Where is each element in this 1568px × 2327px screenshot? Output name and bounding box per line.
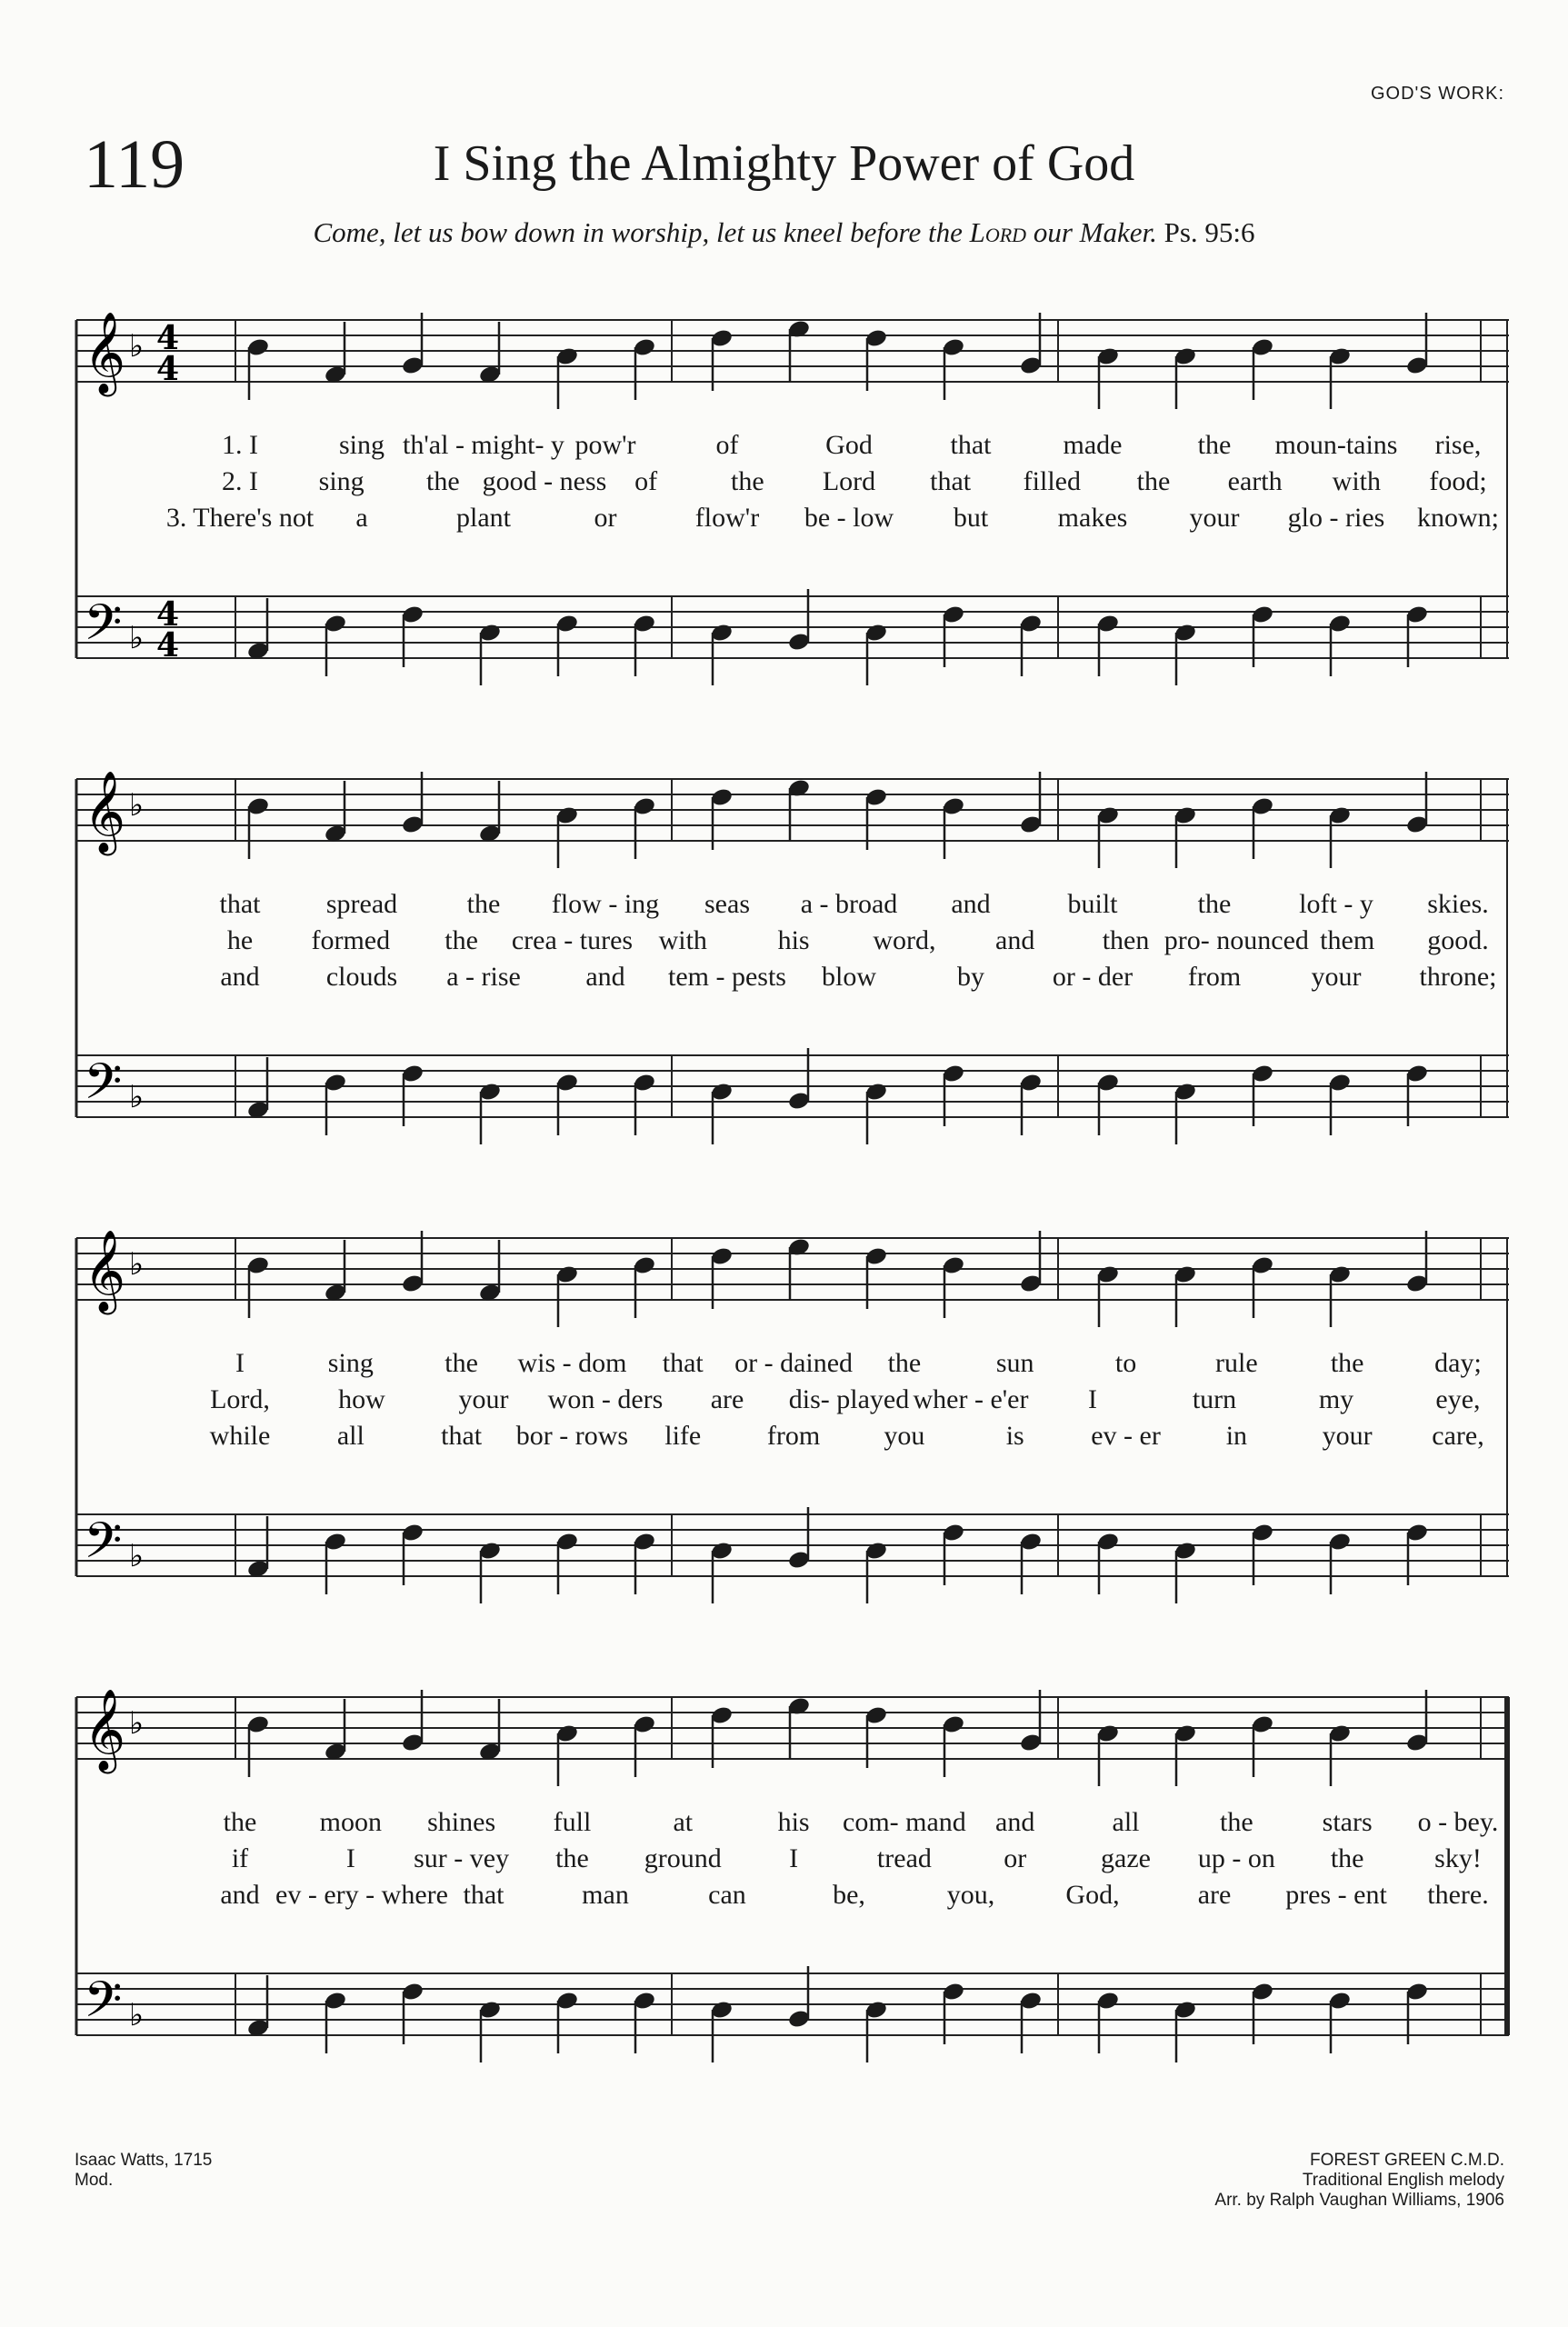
bass-staff — [76, 1507, 1509, 1603]
lyric-syllable: are — [710, 1384, 744, 1414]
lyric-syllable: skies. — [1427, 889, 1489, 919]
lyric-syllable: to — [1114, 1348, 1137, 1378]
lyric-syllable: are — [1197, 1880, 1232, 1910]
verse-line — [76, 466, 1509, 503]
lyric-syllable: of — [634, 466, 658, 496]
treble-staff — [76, 772, 1509, 868]
lyric-syllable: the — [1330, 1348, 1364, 1378]
lyric-syllable: and — [995, 925, 1035, 955]
hymn-number: 119 — [84, 126, 185, 203]
lyric-syllable: 1. I — [222, 430, 258, 460]
lyric-syllable: you — [884, 1421, 925, 1451]
credit-note: Mod. — [75, 2171, 114, 2190]
lyric-syllable: ev - er — [1091, 1421, 1161, 1451]
epigraph-tail: our Maker. — [1033, 216, 1157, 248]
lyric-syllable: God, — [1065, 1880, 1120, 1910]
lyric-syllable: blow — [822, 962, 876, 992]
lyric-syllable: his — [777, 1807, 810, 1837]
lyric-syllable: life — [664, 1421, 702, 1451]
lyric-syllable: his — [777, 925, 810, 955]
lyric-syllable: that — [219, 889, 261, 919]
time-signature-digit: 4 — [156, 350, 180, 388]
flat-icon: ♭ — [129, 1997, 145, 2033]
lyric-syllable: the — [444, 925, 478, 955]
lyric-syllable: that — [930, 466, 972, 496]
lyric-syllable: the — [1220, 1807, 1253, 1837]
flat-icon: ♭ — [129, 328, 145, 365]
verse-line — [76, 1880, 1509, 1916]
lyric-syllable: seas — [704, 889, 750, 919]
treble-staff — [76, 1231, 1509, 1327]
lyric-syllable: tem - pests — [668, 962, 786, 992]
lyric-syllable: eye, — [1435, 1384, 1481, 1414]
lyric-syllable: moon — [319, 1807, 382, 1837]
verse-line — [76, 430, 1509, 466]
bass-clef-icon: 𝄢 — [84, 1512, 123, 1582]
verse-line — [76, 1421, 1509, 1457]
lyric-syllable: the — [223, 1807, 257, 1837]
lyric-syllable: man — [582, 1880, 629, 1910]
lyric-syllable: be, — [833, 1880, 865, 1910]
lyric-syllable: or - dained — [734, 1348, 854, 1378]
lyric-syllable: while — [209, 1421, 271, 1451]
lyric-syllable: how — [338, 1384, 385, 1414]
lyric-syllable: stars — [1322, 1807, 1373, 1837]
bass-clef-icon: 𝄢 — [84, 1053, 123, 1123]
lyric-syllable: moun-tains — [1274, 430, 1398, 460]
bass-staff — [76, 1048, 1509, 1144]
lyric-syllable: 2. I — [222, 466, 258, 496]
treble-staff — [76, 1690, 1509, 1786]
lyric-syllable: Lord, — [210, 1384, 270, 1414]
hymn-title: I Sing the Almighty Power of God — [433, 135, 1135, 192]
lyric-syllable: and — [585, 962, 625, 992]
lyric-syllable: food; — [1429, 466, 1487, 496]
verse-line — [76, 503, 1509, 539]
verse-line — [76, 1348, 1509, 1384]
lyric-syllable: turn — [1192, 1384, 1237, 1414]
lyric-syllable: day; — [1434, 1348, 1482, 1378]
lyric-syllable: the — [1330, 1843, 1364, 1873]
lyric-syllable: sun — [995, 1348, 1034, 1378]
lyric-syllable: sky! — [1434, 1843, 1482, 1873]
lyric-syllable: that — [662, 1348, 704, 1378]
verse-line — [76, 925, 1509, 962]
treble-clef-icon: 𝄞 — [84, 1689, 126, 1771]
lyric-syllable: I — [789, 1843, 799, 1873]
section-heading: GOD'S WORK: — [1370, 84, 1504, 104]
lyric-syllable: crea - tures — [511, 925, 634, 955]
lyric-syllable: is — [1005, 1421, 1024, 1451]
bass-clef-icon: 𝄢 — [84, 594, 123, 664]
flat-icon: ♭ — [129, 1705, 145, 1742]
flat-icon: ♭ — [129, 1246, 145, 1283]
lyric-syllable: ev - ery - where — [275, 1880, 448, 1910]
epigraph-reference: Ps. 95:6 — [1164, 216, 1255, 248]
lyric-syllable: filled — [1023, 466, 1081, 496]
lyric-syllable: glo - ries — [1287, 503, 1385, 533]
lyric-syllable: wis - dom — [517, 1348, 627, 1378]
lyric-syllable: the — [887, 1348, 922, 1378]
lyric-syllable: pro- nounced — [1164, 925, 1309, 955]
lyric-syllable: and — [220, 1880, 260, 1910]
lyric-syllable: all — [336, 1421, 365, 1451]
lyric-syllable: the — [1197, 889, 1232, 919]
lyric-syllable: I — [235, 1348, 245, 1378]
lyric-syllable: your — [1311, 962, 1362, 992]
bass-clef-icon: 𝄢 — [84, 1971, 123, 2041]
tune-arranger: Arr. by Ralph Vaughan Williams, 1906 — [1214, 2191, 1504, 2210]
lyric-syllable: by — [957, 962, 984, 992]
treble-staff — [76, 313, 1509, 409]
lyric-syllable: from — [1187, 962, 1242, 992]
lyric-syllable: can — [708, 1880, 746, 1910]
lyric-syllable: the — [555, 1843, 589, 1873]
lyric-syllable: the — [1136, 466, 1171, 496]
lyric-syllable: and — [951, 889, 991, 919]
time-signature-digit: 4 — [156, 626, 180, 664]
lyric-syllable: and — [995, 1807, 1035, 1837]
tune-source: Traditional English melody — [1302, 2171, 1504, 2190]
lyric-syllable: or — [594, 503, 617, 533]
lyric-syllable: gaze — [1101, 1843, 1152, 1873]
lyric-syllable: then — [1102, 925, 1150, 955]
lyric-syllable: makes — [1057, 503, 1128, 533]
bass-staff — [76, 589, 1509, 685]
lyric-syllable: the — [466, 889, 501, 919]
lyric-syllable: sing — [327, 1348, 374, 1378]
lyric-syllable: if — [231, 1843, 249, 1873]
lyric-syllable: th'al - might- y — [403, 430, 564, 460]
epigraph-text: Come, let us bow down in worship, let us kneel before the — [313, 216, 963, 248]
lyric-syllable: or — [1004, 1843, 1027, 1873]
lyric-syllable: rise, — [1434, 430, 1482, 460]
lyric-syllable: that — [950, 430, 992, 460]
lyric-syllable: earth — [1227, 466, 1283, 496]
lyric-syllable: the — [731, 466, 764, 496]
credit-author: Isaac Watts, 1715 — [75, 2151, 213, 2170]
lyric-syllable: at — [673, 1807, 694, 1837]
hymn-epigraph — [0, 216, 1568, 249]
lyric-syllable: full — [553, 1807, 592, 1837]
lyric-syllable: sing — [318, 466, 365, 496]
lyric-syllable: from — [766, 1421, 821, 1451]
lyric-syllable: the — [426, 466, 460, 496]
flat-icon: ♭ — [129, 1079, 145, 1115]
lyric-syllable: care, — [1432, 1421, 1484, 1451]
lyric-syllable: com- mand — [843, 1807, 966, 1837]
flat-icon: ♭ — [129, 620, 145, 656]
lyric-syllable: that — [463, 1880, 504, 1910]
lyric-syllable: loft - y — [1299, 889, 1373, 919]
lyric-syllable: up - on — [1197, 1843, 1275, 1873]
lyric-syllable: that — [441, 1421, 483, 1451]
lyric-syllable: Lord — [822, 466, 876, 496]
lyric-syllable: o - bey. — [1417, 1807, 1499, 1837]
lyric-syllable: a - broad — [800, 889, 898, 919]
lyric-syllable: the — [1197, 430, 1232, 460]
lyric-syllable: your — [458, 1384, 509, 1414]
time-signature-digit: 4 — [156, 319, 180, 357]
lyric-syllable: bor - rows — [515, 1421, 629, 1451]
lyric-syllable: I — [1088, 1384, 1097, 1414]
flat-icon: ♭ — [129, 1538, 145, 1574]
lyric-syllable: built — [1067, 889, 1118, 919]
lyric-syllable: in — [1225, 1421, 1248, 1451]
lyric-syllable: throne; — [1419, 962, 1497, 992]
lyric-syllable: with — [1332, 466, 1381, 496]
lyric-syllable: flow'r — [694, 503, 760, 533]
lyric-syllable: flow - ing — [551, 889, 660, 919]
lyric-syllable: there. — [1427, 1880, 1489, 1910]
lyric-syllable: be - low — [804, 503, 894, 533]
lyric-syllable: won - ders — [547, 1384, 664, 1414]
lyric-syllable: clouds — [325, 962, 398, 992]
epigraph-lord: Lord — [969, 216, 1027, 248]
verse-line — [76, 889, 1509, 925]
lyric-syllable: formed — [311, 925, 391, 955]
lyric-syllable: spread — [325, 889, 398, 919]
flat-icon: ♭ — [129, 787, 145, 824]
lyric-syllable: I — [345, 1843, 355, 1873]
lyric-syllable: shines — [427, 1807, 496, 1837]
lyric-syllable: 3. There's not — [165, 503, 315, 533]
lyric-syllable: you, — [946, 1880, 995, 1910]
treble-clef-icon: 𝄞 — [84, 1230, 126, 1312]
lyric-syllable: wher - e'er — [913, 1384, 1029, 1414]
lyric-syllable: made — [1063, 430, 1123, 460]
lyric-syllable: of — [715, 430, 739, 460]
bass-staff — [76, 1966, 1509, 2062]
verse-line — [76, 1384, 1509, 1421]
lyric-syllable: the — [444, 1348, 478, 1378]
lyric-syllable: he — [226, 925, 254, 955]
lyric-syllable: plant — [456, 503, 511, 533]
lyric-syllable: known; — [1417, 503, 1499, 533]
lyric-syllable: word, — [873, 925, 936, 955]
lyric-syllable: ground — [644, 1843, 722, 1873]
lyric-syllable: with — [658, 925, 707, 955]
tune-credit — [1214, 2151, 1504, 2211]
lyric-syllable: pres - ent — [1285, 1880, 1387, 1910]
lyric-syllable: a — [355, 503, 368, 533]
tune-name: FOREST GREEN C.M.D. — [1310, 2151, 1504, 2170]
verse-line — [76, 1843, 1509, 1880]
lyric-syllable: my — [1318, 1384, 1354, 1414]
lyric-syllable: them — [1320, 925, 1375, 955]
lyric-syllable: good. — [1427, 925, 1489, 955]
verse-line — [76, 1807, 1509, 1843]
lyric-syllable: but — [953, 503, 989, 533]
text-credit — [75, 2151, 212, 2191]
lyric-syllable: rule — [1215, 1348, 1258, 1378]
treble-clef-icon: 𝄞 — [84, 771, 126, 853]
verse-line — [76, 962, 1509, 998]
lyric-syllable: your — [1322, 1421, 1373, 1451]
treble-clef-icon: 𝄞 — [84, 312, 126, 394]
lyric-syllable: sing — [338, 430, 385, 460]
lyric-syllable: and — [220, 962, 260, 992]
lyric-syllable: or - der — [1052, 962, 1134, 992]
lyric-syllable: tread — [876, 1843, 932, 1873]
lyric-syllable: dis- played — [788, 1384, 910, 1414]
lyric-syllable: God — [825, 430, 873, 460]
lyric-syllable: a - rise — [446, 962, 521, 992]
lyric-syllable: sur - vey — [414, 1843, 510, 1873]
lyric-syllable: all — [1112, 1807, 1140, 1837]
lyric-syllable: good - ness — [482, 466, 607, 496]
lyric-syllable: pow'r — [574, 430, 636, 460]
lyric-syllable: your — [1189, 503, 1240, 533]
time-signature-digit: 4 — [156, 595, 180, 634]
